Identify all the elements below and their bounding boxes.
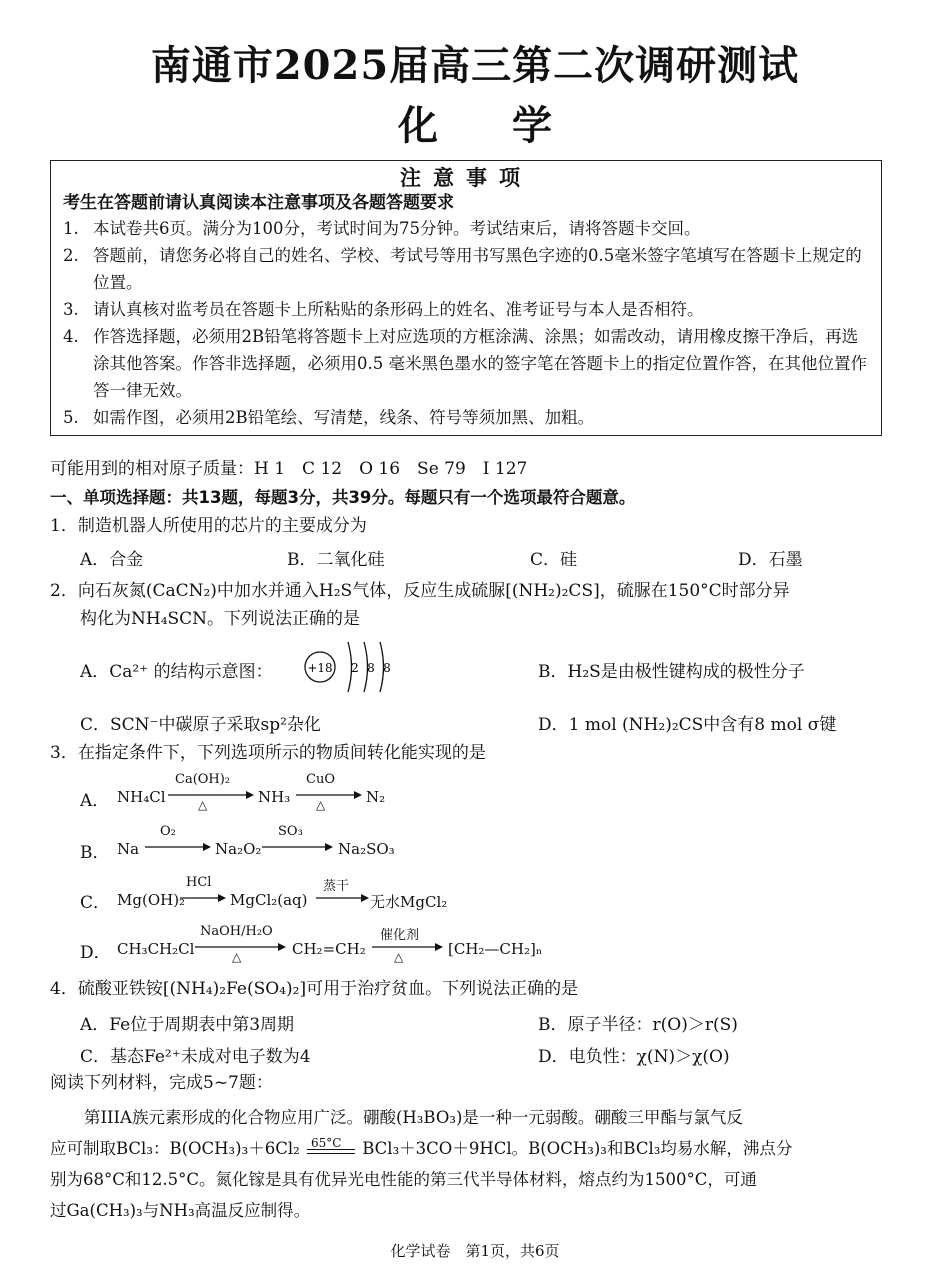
reaction-condition: O₂ — [160, 824, 176, 839]
reaction-arrow — [145, 842, 210, 852]
reaction-arrow — [180, 893, 225, 903]
species: CH₂=CH₂ — [292, 940, 366, 958]
q2-option-a: A．Ca²⁺ 的结构示意图： — [80, 662, 273, 682]
reaction-condition: 催化剂 — [380, 928, 420, 943]
equals-condition: 65°C — [305, 1140, 357, 1160]
atomic-masses: 可能用到的相对原子质量：H 1 C 12 O 16 Se 79 I 127 — [50, 459, 528, 479]
q1-option-c: C．硅 — [530, 550, 578, 570]
q2-option-c: C．SCN⁻中碳原子采取sp²杂化 — [80, 715, 321, 735]
reaction-arrow — [316, 893, 368, 903]
reaction-condition: HCl — [186, 875, 212, 890]
notice-title: 注意事项 — [400, 165, 532, 190]
exam-title: 南通市2025届高三第二次调研测试 — [150, 42, 800, 89]
reaction-condition: NaOH/H₂O — [200, 924, 273, 939]
q4-stem: 4．硫酸亚铁铵[(NH₄)₂Fe(SO₄)₂]可用于治疗贫血。下列说法正确的是 — [50, 979, 579, 999]
page-footer: 化学试卷 第1页，共6页 — [390, 1242, 560, 1260]
reading-line4: 过Ga(CH₃)₃与NH₃高温反应制得。 — [50, 1201, 311, 1220]
reading-line2: 应可制取BCl₃：B(OCH₃)₃＋6Cl₂ 65°C BCl₃＋3CO＋9HCl。B(OCH₃)₃和BCl₃均易水解，沸点分 — [50, 1135, 793, 1158]
reaction-arrow — [168, 790, 253, 800]
q4-option-a: A．Fe位于周期表中第3周期 — [80, 1015, 295, 1035]
species: [CH₂—CH₂]ₙ — [448, 940, 543, 958]
reaction-condition: CuO — [306, 772, 335, 787]
nucleus-charge: +18 — [307, 661, 333, 675]
notice-item: 3. 请认真核对监考员在答题卡上所粘贴的条形码上的姓名、准考证号与本人是否相符。 — [63, 300, 704, 319]
reaction-condition: 蒸干 — [323, 879, 350, 894]
species: CH₃CH₂Cl — [117, 940, 195, 958]
reaction-arrow — [262, 842, 332, 852]
notice-subtitle: 考生在答题前请认真阅读本注意事项及各题答题要求 — [63, 193, 454, 213]
q1-option-b: B．二氧化硅 — [287, 550, 385, 570]
q4-option-b: B．原子半径：r(O)＞r(S) — [538, 1015, 738, 1035]
reading-intro: 阅读下列材料，完成5~7题： — [50, 1073, 273, 1093]
q1-stem: 1．制造机器人所使用的芯片的主要成分为 — [50, 516, 367, 536]
reaction-condition: SO₃ — [278, 824, 303, 839]
heat-symbol: △ — [316, 798, 326, 812]
heat-symbol: △ — [394, 950, 404, 964]
q2-stem-line1: 2．向石灰氮(CaCN₂)中加水并通入H₂S气体，反应生成硫脲[(NH₂)₂CS]，硫脲在150°C时部分异 — [50, 581, 790, 601]
notice-item: 2. 答题前，请您务必将自己的姓名、学校、考试号等用书写黑色字迹的0.5毫米签字笔填写在答题卡上规定的位置。 — [63, 246, 862, 292]
section-heading: 一、单项选择题：共13题，每题3分，共39分。每题只有一个选项最符合题意。 — [50, 488, 636, 507]
q3-stem: 3．在指定条件下，下列选项所示的物质间转化能实现的是 — [50, 743, 486, 763]
q1-option-d: D．石墨 — [738, 550, 803, 570]
q4-option-d: D．电负性：χ(N)＞χ(O) — [538, 1047, 730, 1067]
notice-item: 4. 作答选择题，必须用2B铅笔将答题卡上对应选项的方框涂满、涂黑；如需改动，请用橡皮擦干净后，再选涂其他答案。作答非选择题，必须用0.5 毫米黑色墨水的签字笔在答题卡上的指定位置作答，在其他位置作答一律无效。 — [63, 327, 867, 400]
ca-ion-structure-diagram — [300, 636, 410, 698]
species: Na — [117, 840, 140, 858]
species: MgCl₂(aq) — [230, 891, 308, 909]
reaction-condition: Ca(OH)₂ — [175, 772, 231, 787]
shell-electrons: 8 — [383, 661, 391, 675]
reading-line3: 别为68°C和12.5°C。氮化镓是具有优异光电性能的第三代半导体材料，熔点约为1500°C，可通 — [50, 1170, 757, 1189]
species: Mg(OH)₂ — [117, 891, 186, 909]
exam-subject: 化 学 — [398, 102, 552, 149]
notice-item: 1. 本试卷共6页。满分为100分，考试时间为75分钟。考试结束后，请将答题卡交回。 — [63, 219, 701, 238]
q2-stem-line2: 构化为NH₄SCN。下列说法正确的是 — [80, 609, 361, 629]
heat-symbol: △ — [232, 950, 242, 964]
exam-page: 南通市2025届高三第二次调研测试 化 学 注意事项 考生在答题前请认真阅读本注意事项及各题答题要求 1. 本试卷共6页。满分为100分，考试时间为75分钟。考试结束后，请将答题卡交回。 2. 答题前，请您务必将自己的姓名、学校、考试号等用书写黑色字迹的0.5毫米签字笔填写在答题卡上规定的位置。 3. 请认真核对监考员在答题卡上所粘贴的条形码上的姓名、准考证号与本人是否相符。 4. 作答选择题，必须用2B铅笔将答题卡上对应选项的方框涂满、涂黑；如需改动，请用橡皮擦干净后，再选涂其他答案。作答非选择题，必须用0.5 毫米黑色墨水的签字笔在答题卡上的指定位置作答，在其他位置作答一律无效。 5. 如需作图，必须用2B铅笔绘、写清楚，线条、符号等须加黑、加粗。 可能用到的相对原子质量：H 1 C 12 O 16 Se 79 I 127 一、单项选择题：共13题，每题3分，共39分。每题只有一个选项最符合题意。 1．制造机器人所使用的芯片的主要成分为 A．合金 B．二氧化硅 C．硅 D．石墨 2．向石灰氮(CaCN₂)中加水并通入H₂S气体，反应生成硫脲[(NH₂)₂CS]，硫脲在150°C时部分异 构化为NH₄SCN。下列说法正确的是 A．Ca²⁺ 的结构示意图： +18 2 8 8 B．H₂S是由极性键构成的极性分子 C．SCN⁻中碳原子采取sp²杂化 D．1 mol (NH₂)₂CS中含有8 mol σ键 3．在指定条件下，下列选项所示的物质间转化能实现的是 A． NH₄Cl Ca(OH)₂ △ NH₃ CuO △ N₂ B． Na O₂ Na₂O₂ SO₃ Na₂SO₃ C． Mg(OH)₂ HCl MgCl₂(aq) 蒸干 无水MgCl₂ D． CH₃CH₂Cl NaOH/H₂O △ CH₂=CH₂ 催化剂 △ [CH₂—CH₂]ₙ 4．硫酸亚铁铵[(NH₄)₂Fe(SO₄)₂]可用于治疗贫血。下列说法正确的是 A．Fe位于周期表中第3周期 B．原子半径：r(O)＞r(S) C．基态Fe²⁺未成对电子数为4 D．电负性：χ(N)＞χ(O) 阅读下列材料，完成5~7题： 第IIIA族元素形成的化合物应用广泛。硼酸(H₃BO₃)是一种一元弱酸。硼酸三甲酯与氯气反 应可制取BCl₃：B(OCH₃)₃＋6Cl₂ 65°C BCl₃＋3CO＋9HCl。B(OCH₃)₃和BCl₃均易水解，沸点分 别为68°C和12.5°C。氮化镓是具有优异光电性能的第三代半导体材料，熔点约为1500°C，可通 过Ga(CH₃)₃与NH₃高温反应制得。 化学试卷 第1页，共6页 — [0, 0, 950, 1282]
q1-option-a: A．合金 — [80, 550, 144, 570]
species: NH₃ — [258, 788, 291, 806]
q2-option-b: B．H₂S是由极性键构成的极性分子 — [538, 662, 805, 682]
species: Na₂SO₃ — [338, 840, 395, 858]
reading-line1: 第IIIA族元素形成的化合物应用广泛。硼酸(H₃BO₃)是一种一元弱酸。硼酸三甲酯与氯气反 — [84, 1108, 743, 1127]
notice-item: 5. 如需作图，必须用2B铅笔绘、写清楚，线条、符号等须加黑、加粗。 — [63, 408, 595, 427]
q2-option-d: D．1 mol (NH₂)₂CS中含有8 mol σ键 — [538, 715, 837, 735]
notice-box — [50, 160, 882, 436]
species: 无水MgCl₂ — [370, 893, 448, 911]
reaction-arrow — [372, 942, 442, 952]
q4-option-c: C．基态Fe²⁺未成对电子数为4 — [80, 1047, 311, 1067]
shell-electrons: 2 — [351, 661, 359, 675]
shell-electrons: 8 — [367, 661, 375, 675]
reaction-arrow — [296, 790, 361, 800]
reaction-arrow — [195, 942, 285, 952]
species: N₂ — [366, 788, 386, 806]
heat-symbol: △ — [198, 798, 208, 812]
species: NH₄Cl — [117, 788, 166, 806]
species: Na₂O₂ — [215, 840, 262, 858]
